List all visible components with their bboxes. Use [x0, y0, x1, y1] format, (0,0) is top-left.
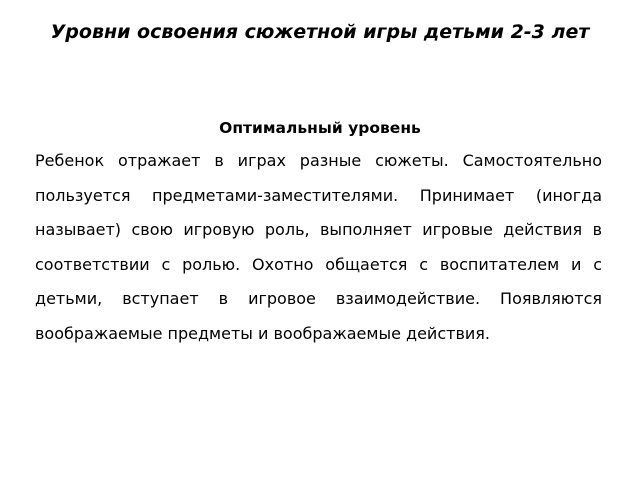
- body-paragraph: Ребенок отражает в играх разные сюжеты. Самостоятельно пользуется предметами-заместителями. Принимает (иногда называет) свою игровую роль, выполняет игровые действия в соответствии с ролью. Охотно общается с воспитателем и с детьми, вступает в игровое взаимодействие. Появляются воображаемые предметы и воображаемые действия.: [35, 151, 602, 343]
- title-main: освоения сюжетной игры детьми 2-3 лет: [137, 21, 590, 43]
- slide-title: [30, 18, 610, 46]
- title-prefix: Уровни: [50, 21, 138, 43]
- section-heading: Оптимальный уровень: [219, 119, 421, 137]
